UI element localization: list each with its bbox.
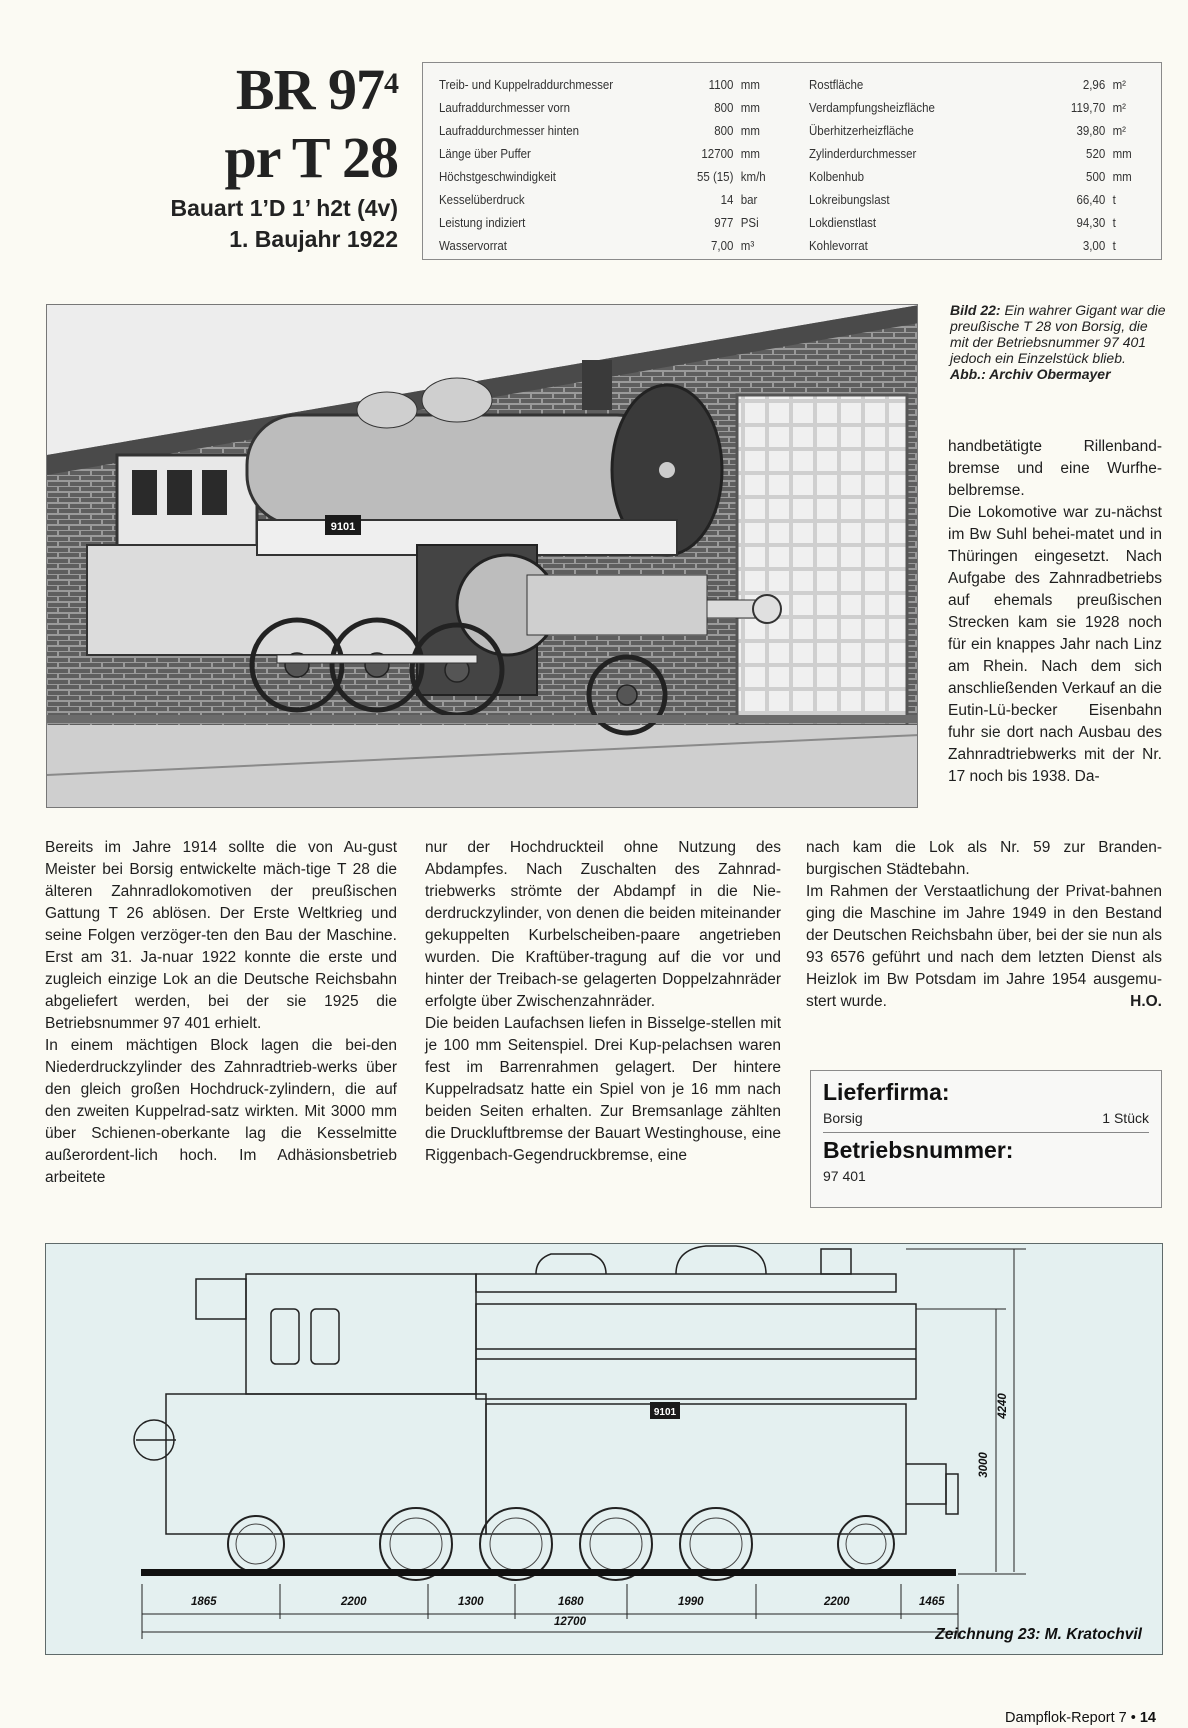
subtitle-design: Bauart 1’D 1’ h2t (4v): [170, 195, 398, 221]
number-row: [823, 1165, 1149, 1187]
spec-row: [439, 142, 778, 165]
spec-label: Lokdienstlast: [809, 215, 877, 230]
spec-value: 500: [1086, 169, 1106, 184]
paragraph: [806, 881, 1162, 1013]
spec-value: 14: [720, 192, 734, 207]
locomotive-photo: [46, 304, 918, 808]
paragraph-text: Im Rahmen der Verstaatlichung der Privat-bahnen ging die Maschine im Jahre 1949 in den Bestand der Deutschen Reichsbahn über, bei der sie nun als 93 6576 geführt und nach dem letzten Dienst als Heizlok im Bw Potsdam im Jahre 1954 ausgemu-stert wurde.: [806, 883, 1162, 1010]
spec-unit: m³: [740, 238, 755, 253]
spec-label: Wasservorrat: [439, 238, 507, 253]
page-footer: [1005, 1710, 1156, 1726]
spec-row: [439, 73, 778, 96]
article-column-2: [425, 837, 781, 1167]
spec-value: 94,30: [1076, 215, 1106, 230]
supplier-name: Borsig: [823, 1110, 863, 1126]
spec-unit: t: [1112, 215, 1116, 230]
total-length-label: 12700: [554, 1616, 586, 1628]
photo-credit: Abb.: Archiv Obermayer: [950, 366, 1111, 382]
spec-label: Zylinderdurchmesser: [809, 146, 917, 161]
dimension-label: 2200: [341, 1596, 367, 1608]
paragraph: handbetätigte Rillenband-bremse und eine Wurfhe-belbremse.: [948, 438, 1162, 499]
supplier-row: [823, 1107, 1149, 1129]
spec-row: [809, 211, 1149, 234]
spec-row: [439, 96, 778, 119]
spec-label: Lokreibungslast: [809, 192, 890, 207]
paragraph: nach kam die Lok als Nr. 59 zur Branden-burgischen Städtebahn.: [806, 839, 1162, 878]
spec-value: 12700: [701, 146, 734, 161]
spec-value: 3,00: [1082, 238, 1106, 253]
spec-row: [809, 73, 1149, 96]
spec-unit: m²: [1112, 77, 1127, 92]
spec-column-right: [809, 73, 1179, 257]
article-column-1: [45, 837, 397, 1189]
subtitle-year: 1. Baujahr 1922: [229, 226, 398, 252]
spec-label: Kohlevorrat: [809, 238, 868, 253]
dimension-label: 1990: [678, 1596, 704, 1608]
info-box: [810, 1070, 1162, 1208]
height-boiler-label: 3000: [977, 1452, 990, 1478]
photo-caption: [950, 302, 1170, 382]
spec-row: [809, 188, 1149, 211]
paragraph: Bereits im Jahre 1914 sollte die von Au-gust Meister bei Borsig entwickelte mäch-tige T 28 die älteren Zahnradlokomotiven der preußischen Gattung T 26 ablösen. Der Erste Weltkrieg und seine Folgen verzöger-ten den Bau der Maschine. Erst am 31. Ja-nuar 1922 konnte die erste und zugleich einzige Lok an die Deutsche Reichsbahn abgeliefert werden, bei der sie 1925 die Betriebsnummer 97 401 erhielt.: [45, 839, 397, 1032]
spec-value: 800: [714, 100, 734, 115]
spec-value: 1100: [708, 77, 734, 92]
spec-label: Kolbenhub: [809, 169, 864, 184]
spec-label: Kesselüberdruck: [439, 192, 525, 207]
spec-value: 66,40: [1076, 192, 1106, 207]
dimension-label: 1300: [458, 1596, 484, 1608]
number-value: 97 401: [823, 1168, 866, 1184]
dimension-label: 2200: [824, 1596, 850, 1608]
title-superscript: 4: [384, 67, 398, 100]
spec-value: 977: [714, 215, 734, 230]
author-signature: H.O.: [1130, 993, 1162, 1010]
spec-unit: m²: [1112, 100, 1127, 115]
spec-label: Verdampfungsheizfläche: [809, 100, 935, 115]
supplier-count: 1 Stück: [1102, 1110, 1149, 1126]
spec-unit: mm: [740, 123, 760, 138]
dimension-label: 1465: [919, 1596, 945, 1608]
page-number: 14: [1139, 1710, 1156, 1726]
spec-unit: mm: [740, 146, 760, 161]
article-column-3: [806, 837, 1162, 1013]
title-block: [90, 58, 398, 254]
spec-row: [439, 188, 778, 211]
locomotive-side-drawing: [46, 1244, 1163, 1655]
spec-unit: bar: [740, 192, 758, 207]
spec-unit: mm: [740, 77, 760, 92]
spec-row: [439, 165, 778, 188]
paragraph: In einem mächtigen Block lagen die bei-den Niederdruckzylinder des Zahnradtrieb-werks über den gleich großen Hochdruck-zylindern, die auf den zweiten Kuppelrad-satz wirkten. Mit 3000 mm über Schienen-oberkante lag die Kesselmitte außerordent-lich hoch. Im Adhäsionsbetrieb arbeitete: [45, 1037, 397, 1186]
spec-row: [809, 165, 1149, 188]
technical-drawing: [45, 1243, 1163, 1655]
spec-label: Leistung indiziert: [439, 215, 526, 230]
supplier-heading: Lieferfirma:: [823, 1079, 950, 1105]
spec-label: Überhitzerheizfläche: [809, 123, 914, 138]
dimension-label: 1865: [191, 1596, 217, 1608]
caption-label: Bild 22:: [950, 302, 1001, 318]
locomotive-photo-image: [47, 305, 918, 808]
spec-row: [439, 211, 778, 234]
spec-row: [809, 142, 1149, 165]
spec-unit: km/h: [740, 169, 766, 184]
spec-row: [809, 234, 1149, 257]
spec-value: 55 (15): [696, 169, 734, 184]
spec-unit: t: [1112, 192, 1116, 207]
spec-row: [439, 234, 778, 257]
page-title: [90, 58, 398, 122]
spec-label: Rostfläche: [809, 77, 864, 92]
number-heading: Betriebsnummer:: [823, 1137, 1014, 1163]
page-title-line2: pr T 28: [224, 125, 398, 190]
spec-row: [809, 96, 1149, 119]
spec-label: Treib- und Kuppelraddurchmesser: [439, 77, 614, 92]
title-text: BR 97: [235, 57, 384, 122]
caption-text: Ein wahrer Gigant war die preußische T 28 von Borsig, die mit der Betriebsnummer 97 401 jedoch ein Einzelstück blieb.: [950, 302, 1166, 366]
photo-number-plate-text: 9101: [330, 521, 356, 533]
spec-value: 2,96: [1082, 77, 1106, 92]
spec-unit: mm: [1112, 169, 1132, 184]
paragraph: Die beiden Laufachsen liefen in Bisselge-stellen mit je 100 mm Seitenspiel. Drei Kup-pelachsen waren fest im Barrenrahmen gelagert. Der hintere Kuppelradsatz hatte ein Spiel von je 16 mm nach beiden Seiten erhalten. Zur Bremsanlage zählten die Druckluftbremse der Bauart Westinghouse, eine Riggenbach-Gegendruckbremse, eine: [425, 1015, 781, 1164]
paragraph: nur der Hochdruckteil ohne Nutzung des Abdampfes. Nach Zuschalten des Zahnrad-triebwerks strömte der Abdampf in die Nie-derdruckzylinder, von denen die beiden miteinander gekuppelten Kurbelscheiben-paare angetrieben wurden. Die Kraftüber-tragung auf die vor und hinter der Treibach-se gelagerten Doppelzahnräder erfolgte über Zwischenzahnräder.: [425, 839, 781, 1010]
rail: [141, 1569, 956, 1576]
drawing-credit: Zeichnung 23: M. Kratochvil: [935, 1626, 1142, 1643]
spec-table: [422, 62, 1162, 260]
spec-unit: mm: [1112, 146, 1132, 161]
spec-row: [439, 119, 778, 142]
footer-separator: •: [1130, 1710, 1136, 1726]
spec-value: 119,70: [1070, 100, 1106, 115]
drawing-number-plate-text: 9101: [653, 1407, 677, 1418]
paragraph: Die Lokomotive war zu-nächst im Bw Suhl behei-matet und in Thüringen eingesetzt. Nach Aufgabe des Zahnradbetriebs auf ehemals preußischen Strecken kam sie 1928 noch für ein knappes Jahr nach Linz am Rhein. Nach dem sich anschließenden Verkauf an die Eutin-Lü-becker Eisenbahn fuhr sie dort nach Ausbau des Zahnradtriebwerks mit der Nr. 17 noch bis 1938. Da-: [948, 504, 1162, 785]
dimension-label: 1680: [558, 1596, 584, 1608]
spec-label: Laufraddurchmesser hinten: [439, 123, 580, 138]
spec-value: 39,80: [1076, 123, 1106, 138]
publication-name: Dampflok-Report 7: [1005, 1710, 1127, 1726]
spec-value: 7,00: [711, 238, 734, 253]
divider: [823, 1132, 1149, 1133]
spec-label: Laufraddurchmesser vorn: [439, 100, 571, 115]
spec-label: Höchstgeschwindigkeit: [439, 169, 556, 184]
spec-unit: PSi: [740, 215, 759, 230]
spec-row: [809, 119, 1149, 142]
spec-value: 800: [714, 123, 734, 138]
spec-column-left: [439, 73, 807, 257]
article-column-right-top: [948, 436, 1162, 788]
spec-unit: mm: [740, 100, 760, 115]
spec-value: 520: [1086, 146, 1106, 161]
height-total-label: 4240: [996, 1393, 1009, 1419]
spec-unit: t: [1112, 238, 1116, 253]
spec-label: Länge über Puffer: [439, 146, 531, 161]
spec-unit: m²: [1112, 123, 1127, 138]
